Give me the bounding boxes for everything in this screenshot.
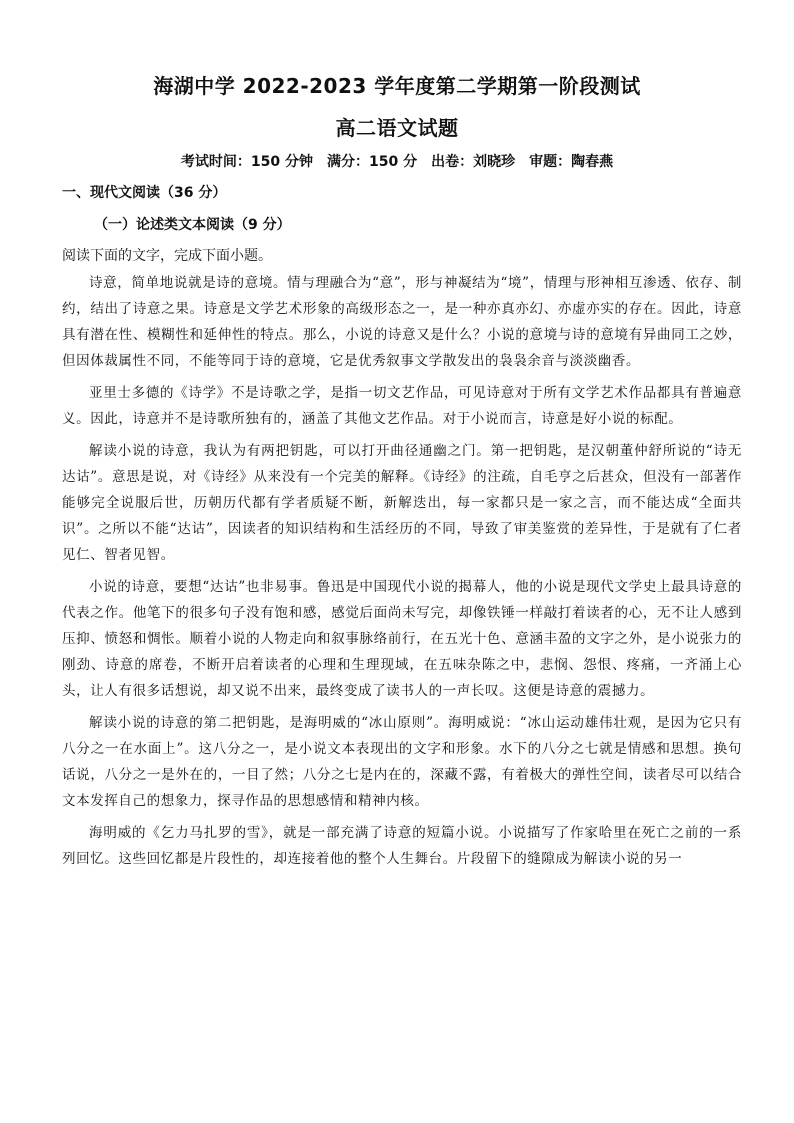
exam-title: 海湖中学 2022-2023 学年度第二学期第一阶段测试 [153,74,641,98]
passage-paragraph: 小说的诗意，要想“达诂”也非易事。鲁迅是中国现代小说的揭幕人，他的小说是现代文学史上最具诗意的代表之作。他笔下的很多句子没有饱和感，感觉后面尚未写完，却像铁锤一样敲打着读者的心，无不让人感到压抑、愤怒和惆怅。顺着小说的人物走向和叙事脉络前行，在五光十色、意涵丰盈的文字之外，是小说张力的刚劲、诗意的席卷，不断开启着读者的心理和生理现域，在五味杂陈之中，悲悯、怨恨、疼痛，一齐涌上心头，让人有很多话想说，却又说不出来，最终变成了读书人的一声长叹。这便是诗意的震撼力。 [62,579,742,699]
passage-paragraph: 亚里士多德的《诗学》不是诗歌之学，是指一切文艺作品，可见诗意对于所有文学艺术作品都具有普遍意义。因此，诗意并不是诗歌所独有的，涵盖了其他文艺作品。对于小说而言，诗意是好小说的标配。 [62,385,742,427]
passage-paragraph: 诗意，简单地说就是诗的意境。情与理融合为“意”，形与神凝结为“境”，情理与形神相互渗透、依存、制约，结出了诗意之果。诗意是文学艺术形象的高级形态之一，是一种亦真亦幻、亦虚亦实的存在。因此，诗意具有潜在性、模糊性和延伸性的特点。那么，小说的诗意又是什么？小说的意境与诗的意境有异曲同工之妙，但因体裁属性不同，不能等同于诗的意境，它是优秀叙事文学散发出的袅袅余音与淡淡幽香。 [62,275,742,369]
exam-meta-info: 考试时间：150 分钟 满分：150 分 出卷：刘晓珍 审题：陶春燕 [180,154,614,170]
passage-paragraph: 解读小说的诗意，我认为有两把钥匙，可以打开曲径通幽之门。第一把钥匙，是汉朝董仲舒所说的“诗无达诂”。意思是说，对《诗经》从来没有一个完美的解释。《诗经》的注疏，自毛亨之后甚众，但没有一部著作能够完全说服后世，历朝历代都有学者质疑不断，新解迭出，每一家都只是一家之言，而不能达成“全面共识”。之所以不能“达诂”，因读者的知识结构和生活经历的不同，导致了审美鉴赏的差异性，于是就有了仁者见仁、智者见智。 [62,443,742,563]
passage-paragraph: 解读小说的诗意的第二把钥匙，是海明威的“冰山原则”。海明威说：“冰山运动雄伟壮观，是因为它只有八分之一在水面上”。这八分之一，是小说文本表现出的文字和形象。水下的八分之七就是情感和思想。换句话说，八分之一是外在的，一目了然；八分之七是内在的，深藏不露，有着极大的弹性空间，读者尽可以结合文本发挥自己的想象力，探寻作品的思想感情和精神内核。 [62,715,742,809]
passage-paragraph: 海明威的《乞力马扎罗的雪》，就是一部充满了诗意的短篇小说。小说描写了作家哈里在死亡之前的一系列回忆。这些回忆都是片段性的，却连接着他的整个人生舞台。片段留下的缝隙成为解读小说的另一 [62,825,742,867]
reading-passage [62,270,742,878]
subsection-heading: （一）论述类文本阅读（9 分） [94,217,291,233]
reading-instruction: 阅读下面的文字，完成下面小题。 [62,248,272,264]
exam-subtitle: 高二语文试题 [335,116,459,140]
section-heading: 一、现代文阅读（36 分） [62,185,227,201]
